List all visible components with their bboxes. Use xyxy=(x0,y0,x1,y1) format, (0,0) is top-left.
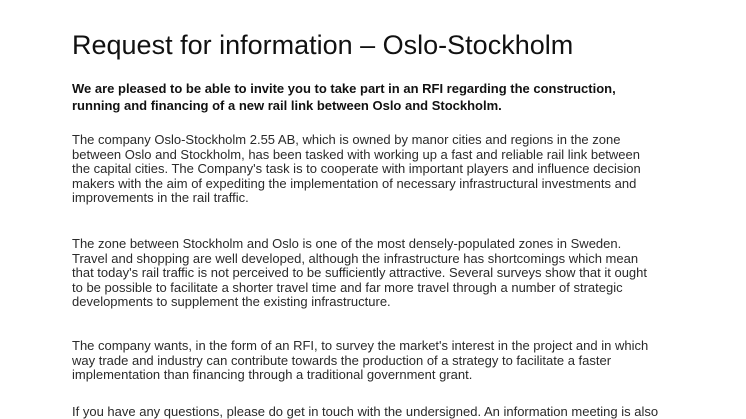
paragraph-line: implementation than financing through a traditional government grant. xyxy=(72,367,473,382)
paragraph-line: improvements in the rail traffic. xyxy=(72,190,249,205)
paragraph-line: The company Oslo-Stockholm 2.55 AB, which is owned by manor cities and regions in the zone xyxy=(72,132,621,147)
paragraph-line: to be possible to facilitate a shorter travel time and far more travel through a number of strategic xyxy=(72,279,623,295)
intro-line: We are pleased to be able to invite you to take part in an RFI regarding the construction, xyxy=(72,81,616,96)
page-title: Request for information – Oslo-Stockholm xyxy=(72,30,574,60)
paragraph-line: between Oslo and Stockholm, has been tasked with working up a fast and reliable rail link between xyxy=(72,146,640,162)
paragraph-company xyxy=(72,133,672,206)
paragraph-zone xyxy=(72,237,672,310)
intro-line: running and financing of a new rail link between Oslo and Stockholm. xyxy=(72,98,502,113)
paragraph-line: developments to supplement the existing infrastructure. xyxy=(72,294,391,309)
paragraph-line: way trade and industry can contribute towards the production of a strategy to facilitate a faster xyxy=(72,352,612,368)
paragraph-rfi xyxy=(72,339,672,383)
paragraph-line: the capital cities. The Company's task is to cooperate with important players and influence decision xyxy=(72,161,641,176)
intro-paragraph xyxy=(72,80,672,114)
paragraph-line: The zone between Stockholm and Oslo is one of the most densely-populated zones in Sweden. xyxy=(72,236,622,251)
paragraph-line: Travel and shopping are well developed, although the infrastructure has shortcomings which mean xyxy=(72,250,639,266)
paragraph-line: that today's rail traffic is not perceived to be sufficiently attractive. Several surveys show that it ought xyxy=(72,265,648,280)
paragraph-contact xyxy=(72,405,672,419)
paragraph-line: If you have any questions, please do get in touch with the undersigned. An information meeting is also xyxy=(72,404,659,419)
paragraph-line: The company wants, in the form of an RFI, to survey the market's interest in the project and in which xyxy=(72,338,649,353)
paragraph-line: makers with the aim of expediting the implementation of necessary infrastructural investments and xyxy=(72,175,637,191)
